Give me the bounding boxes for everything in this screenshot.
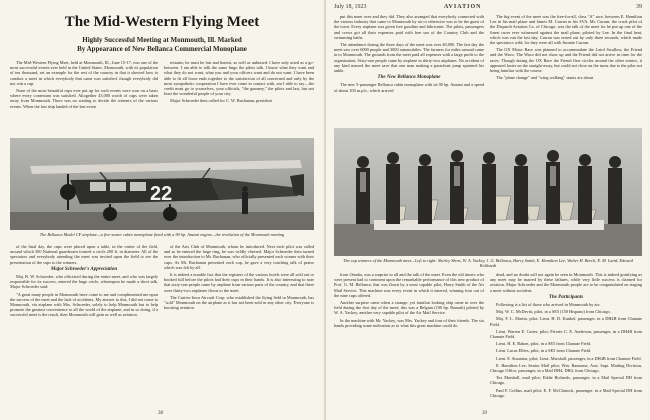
paragraph: from Omaha, was a surprise to all and the talk of the meet. Even the old timers who were present had to comment upon the remarkable performance of this new product of Prof. G. M. Bellanca, that was flown by a most capable pilot, Harry Smith of the Air Mail Service. This machine was every event in which it entered, winning four out of the nine cups offered.	[334, 272, 484, 298]
paragraph: dead, and no doubt will not again be seen in Monmouth. This is indeed gratifying as any meet may be marred by these failures, while very little success is claimed for aviation. Major Schroeder and the Monmouth people are to be congratulated on staging a meet without accident.	[490, 272, 642, 293]
left-column-2	[164, 60, 314, 136]
right-column-4	[490, 272, 642, 412]
paragraph: The Mid-Western Flying Meet, held at Monmouth, Ill., June 15-17, was one of the most successful events ever held in the United States. Monmouth, with its population of ten thousand, set an example for the rest of the country in that it showed how to conduct a meet in which everybody that came was satisfied, though everybody did not win a cup.	[10, 60, 158, 86]
paragraph: of the final day, the cups were placed upon a table, in the center of the field, around which 300 National guardsmen formed a circle 200 ft. in diameter. All of the spectators and everybody attending the meet was invited upon the field to see the presentation of the cups to the winners.	[10, 244, 158, 265]
participant-entry: Lieut. E. Staunton, pilot; Lieut. Marshall, passenger, in a DH4B from Chanute Field.	[496, 355, 642, 361]
issue-date: July 18, 1923	[334, 4, 367, 10]
paragraph: The "plane change" and "wing walking" stunts are about	[496, 75, 594, 81]
paragraph: None of the most beautiful cups ever put up for such events were won on a basis where every contestant was satisfied. Altogether 45,000 worth of cups were taken away from Monmouth. There was no waiting to decide the winners of the various events. When the last ship landed of the last event	[10, 88, 158, 109]
article-subtitle-1: Highly Successful Meeting at Monmouth, Ill. Marked	[82, 36, 242, 44]
right-column-1	[334, 14, 484, 126]
paragraph: The attendance during the three days of the meet was over 40,000. The last day the meet saw over 6000 people and 3000 automobiles. The farmers for miles around came in to Monmouth. The grounds from the meet paid all expenses with a large profit to the organization. Sixty-one people came by airplane in thirty-two airplanes. No accident of any kind marred the meet save that one man making a parachute jump sprained his ankle.	[334, 42, 484, 74]
paragraph: "A great many people in Monmouth have come to me and complimented me upon the success of the meet and the lack of accidents. My answer to this, I did not come to Monmouth, via airplane with Mrs. Schroeder, solely to help Monmouth but to help promote the greatest convenience to all the world of the airplane, and in so doing, if a successful meet is the result, then Monmouth will gain as well as aviation.	[10, 291, 158, 318]
paragraph: The new 5-passenger Bellanca cabin monoplane with its 90 hp. Anzani and a speed of about 100 m.p.h., which arrived	[334, 82, 484, 93]
participant-entry: Tex Marshall, mail pilot; Eddie Richards, passenger, in a Mail Special DH from Chicago.	[490, 375, 642, 386]
article-title: The Mid-Western Flying Meet	[64, 14, 260, 30]
section-heading: The Participants	[548, 294, 584, 300]
paragraph: put this meet over and they did. They also arranged that everybody connected with the various industry that came to Monmouth by air or otherwise was to be the guest of the town. Every airplane was given free gasoline and lubricants. The pilots, passengers and crews got all their expenses paid with free use of the Country Club and the swimming baths.	[334, 14, 484, 40]
left-column-4	[164, 244, 314, 410]
magazine-title: AVIATION	[444, 4, 482, 10]
participant-entry: Lieut. Warren E. Carter, pilot; Private C. E. Anderson, passenger, in a DH4B from Chanute Field.	[490, 328, 642, 340]
left-page	[0, 0, 324, 420]
section-heading: The New Bellanca Monoplane	[377, 75, 441, 81]
participant-entry: Maj. F. L. Martin, pilot; Lieut. H. D. Kunkel, passenger, in a DH4B from Chanute Field.	[490, 316, 642, 327]
paragraph: Following is a list of those who arrived in Monmouth by air:	[496, 302, 601, 308]
right-column-3	[334, 272, 484, 412]
left-photo-caption: The Bellanca Model CF airplane—a five-seater cabin monoplane fitted with a 90 hp. Anzani engine—the revelation of the Monmouth meeting	[39, 232, 285, 237]
participant-entry: E. Hamilton Lee, Senior Mail pilot; Wm. Ransome, Asst. Supt. Mailing Division, Chicago Office, passenger, in a Mail DH4, DH4, from Chicago.	[490, 362, 642, 374]
paragraph: testants; he must be fair and honest, as well as unbiased. I have only acted as a go-between. I am able to talk the same lingo the pilots talk. I know what they want and what they do not want, what you and your officers want and do not want. I have been able to fit all loose ends together to the satisfaction of all concerned and only by the most sympathetic cooperation I have ever come in contact with, am I able to say—the credit must go to yourselves, your officials, "the gunnery," the pilots and last, but not least the wonderful people of your city.	[164, 60, 314, 97]
page-number-header: 39	[636, 4, 642, 10]
paragraph: The big event of the meet was the free-for-all, class "A" race, between E. Hamilton Lee in his mail plane and James M. Curran in his SVA. Mr. Curran, the crack pilot of the Dispatch Aviation Co. of Chicago, was the talk of the meet for he put up one of the finest races ever witnessed against the mail plane, piloted by Lee. In the final heat, which was run the last day, Curran was nosed out by only three seconds, which made the spectators wild, for they were all with Jimmie Curran.	[490, 14, 642, 46]
cup-winners-photo	[334, 128, 642, 256]
participant-entry: Lieut. H. E. Bakon, pilot, in a SE5 from Chanute Field.	[496, 341, 591, 347]
paragraph: In the machine with Mr. Yackey, was Mrs. Yackey and four of their friends. The six hands providing some indication as to what this great machine could do.	[334, 317, 484, 328]
paragraph: Major Schroeder then called for C. W. Buchanan, president	[170, 98, 272, 104]
right-column-2	[490, 14, 642, 126]
paragraph: Maj. R. W. Schroeder, who officiated during the entire meet, and who was largely responsible for its success, entered the huge circle, whereupon he made a short talk. Major Schroeder said:	[10, 274, 158, 290]
bellanca-monoplane-photo	[10, 138, 314, 230]
left-column-1	[10, 60, 158, 136]
page-number: 39	[482, 411, 487, 416]
paragraph: of the Arts Club of Monmouth, whom he introduced. Next each pilot was called and as he entered the huge ring, he was wildly cheered. Major Schroeder then turned over the introduction to Mr. Buchanan, who officially presented each winner with their cups. As Mr. Buchanan presented each cup, he gave a very touching talk of praise which was felt by all.	[164, 244, 314, 270]
paragraph: The OX Motor Race was planned to accommodate the Laird Swallow, the Friend and the Waco. The Waco did not show up and the Friend did not arrive in time for the races. Though during the OX Race the Friend flew circles around the other entries, it appeared faster on the straight-away, but could not close on the turns due to the pilot not being familiar with the course.	[490, 47, 642, 74]
article-subtitle-2: By Appearance of New Bellanca Commercial Monoplane	[77, 45, 247, 53]
participant-entry: Paul F. Collins, mail pilot; E. F. McClintock, passenger, in a Mail Special DH from Chicago.	[490, 387, 642, 398]
right-page	[326, 0, 650, 420]
right-photo-caption: The cup winners of the Monmouth meet—Left to right: Shirley Short, W. A. Yackey, J. G. Bellanca, Harry Smith, E. Hamilton Lee, Walter H. Beech, E. M. Laird, Edward Kohlstedt	[343, 258, 633, 268]
svg-text:22: 22	[150, 183, 173, 205]
paragraph: It is indeed a notable fact that the registers of the various hotels were all sold out or booked full before the pilots had their cups in their hands. It is also interesting to note that sixty-one people came by airplane from various parts of the country, and that there were thirty-two airplanes flown to the meet.	[164, 272, 314, 293]
section-heading: Major Schroeder's Appreciation	[50, 266, 118, 272]
paragraph: Another surprise came when a strange, yet familiar looking ship came in over the field during the first day of the meet; this was a Belgian (100 hp. Renault) piloted by W. A. Yackey, another very capable pilot of the Air Mail Service.	[334, 300, 484, 316]
page-number: 38	[158, 411, 163, 416]
left-column-3	[10, 244, 158, 410]
participant-entry: Lieut. Lucas Ellers, pilot, in a SE5 from Chanute Field.	[496, 348, 592, 354]
participant-entry: Maj. W. C. McDevitt, pilot, in a SE5 (150 Hispano) from Chicago.	[496, 309, 611, 315]
paragraph: The Curtiss-Iowa Aircraft Corp. who established the flying field in Monmouth, has "sold" Monmouth on the airplane as it has not been sold in any other city. Everyone is boosting aviation.	[164, 294, 314, 311]
